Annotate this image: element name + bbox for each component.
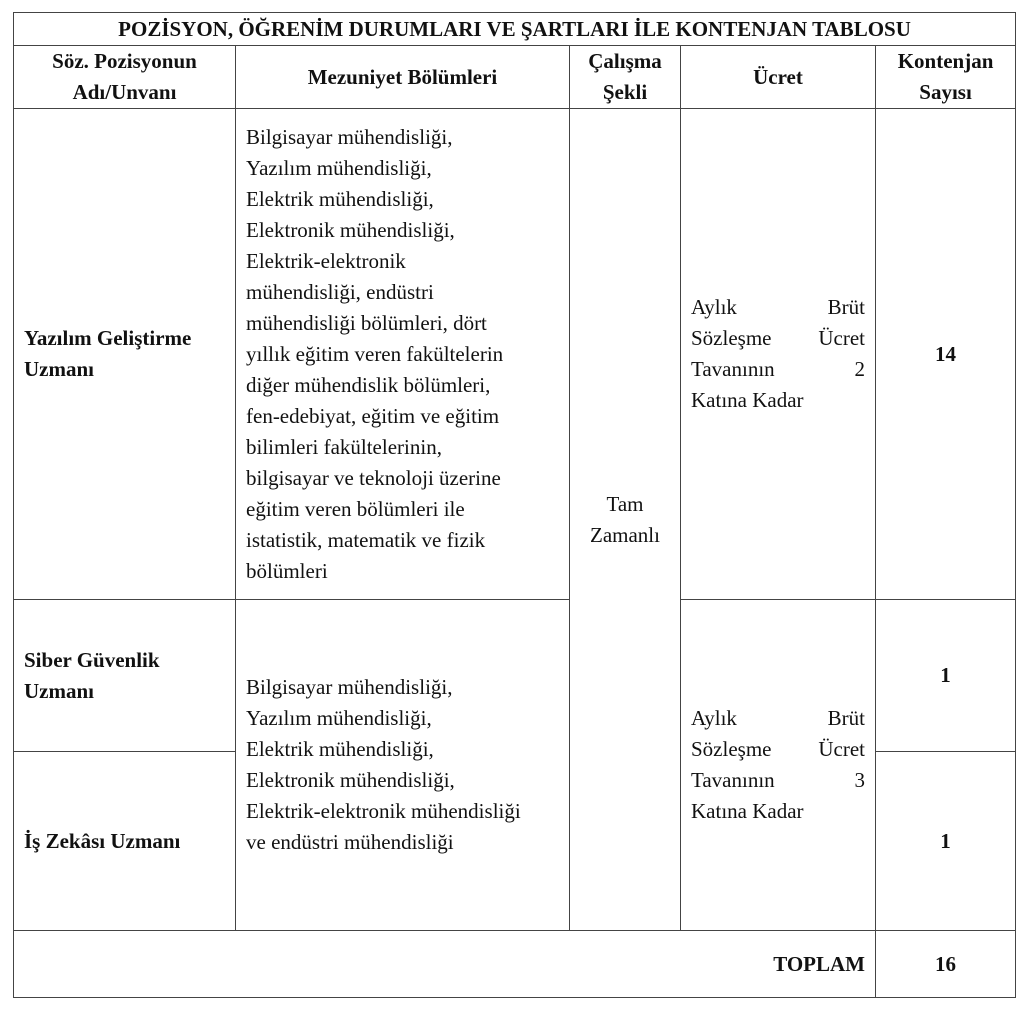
table-row (14, 109, 1016, 600)
position-line: Uzmanı (24, 357, 94, 381)
fee-cell (681, 600, 876, 931)
work-type-cell (570, 109, 681, 931)
table-title: POZİSYON, ÖĞRENİM DURUMLARI VE ŞARTLARI İLE KONTENJAN TABLOSU (14, 13, 1016, 46)
graduation-line: Elektronik mühendisliği, (246, 217, 455, 242)
fee-word: Brüt (827, 706, 865, 730)
quota-cell: 14 (876, 109, 1016, 600)
fee-word: Katına Kadar (691, 799, 804, 823)
graduation-line: yıllık eğitim veren fakültelerin (246, 341, 504, 366)
header-graduation: Mezuniyet Bölümleri (236, 46, 570, 109)
fee-word: Ücret (818, 326, 865, 350)
header-quota (876, 46, 1016, 109)
graduation-line: diğer mühendislik bölümleri, (246, 372, 491, 397)
total-value: 16 (876, 931, 1016, 998)
fee-word: Sözleşme (691, 326, 772, 350)
graduation-line: istatistik, matematik ve fizik (246, 527, 486, 552)
fee-cell (681, 109, 876, 600)
fee-word: Aylık (691, 295, 737, 319)
graduation-line: Bilgisayar mühendisliği, (246, 675, 453, 699)
work-type-line2: Zamanlı (590, 522, 660, 547)
graduation-line: Elektronik mühendisliği, (246, 768, 455, 792)
graduation-line: mühendisliği, endüstri (246, 279, 434, 304)
fee-word: Aylık (691, 706, 737, 730)
fee-word: Tavanının (691, 357, 775, 381)
header-quota-line2: Sayısı (919, 80, 972, 104)
graduation-line: Yazılım mühendisliği, (246, 155, 432, 180)
position-cell (14, 600, 236, 752)
graduation-line: Yazılım mühendisliği, (246, 706, 432, 730)
fee-word: Tavanının (691, 768, 775, 792)
fee-word: Sözleşme (691, 737, 772, 761)
fee-word: Brüt (827, 295, 865, 319)
quota-cell: 1 (876, 600, 1016, 752)
fee-word: 2 (854, 357, 865, 381)
header-fee: Ücret (681, 46, 876, 109)
header-position-line1: Söz. Pozisyonun (52, 49, 197, 73)
position-line: Siber Güvenlik (24, 647, 160, 672)
position-line: Yazılım Geliştirme (24, 326, 192, 350)
graduation-line: mühendisliği bölümleri, dört (246, 310, 487, 335)
graduation-line: Bilgisayar mühendisliği, (246, 124, 453, 149)
graduation-line: Elektrik mühendisliği, (246, 737, 434, 761)
header-row (14, 46, 1016, 109)
quota-table (13, 12, 1016, 998)
work-type-line1: Tam (606, 491, 644, 516)
table-row (14, 600, 1016, 752)
graduation-line: Elektrik-elektronik mühendisliği (246, 799, 521, 823)
header-position-line2: Adı/Unvanı (72, 80, 177, 104)
graduation-line: eğitim veren bölümleri ile (246, 496, 465, 521)
position-cell (14, 109, 236, 600)
graduation-line: bilgisayar ve teknoloji üzerine (246, 465, 501, 490)
quota-cell: 1 (876, 752, 1016, 931)
header-quota-line1: Kontenjan (897, 49, 994, 73)
graduation-cell (236, 600, 570, 931)
graduation-line: ve endüstri mühendisliği (246, 830, 454, 854)
graduation-line: Elektrik mühendisliği, (246, 186, 434, 211)
fee-word: Katına Kadar (691, 388, 804, 412)
header-work-type-line1: Çalışma (588, 49, 662, 73)
graduation-cell (236, 109, 570, 600)
header-position (14, 46, 236, 109)
position-cell (14, 752, 236, 931)
graduation-line: fen-edebiyat, eğitim ve eğitim (246, 403, 500, 428)
graduation-line: Elektrik-elektronik (246, 248, 406, 273)
graduation-line: bilimleri fakültelerinin, (246, 434, 442, 459)
header-work-type (570, 46, 681, 109)
graduation-line: bölümleri (246, 558, 328, 583)
fee-word: Ücret (818, 737, 865, 761)
total-row (14, 931, 1016, 998)
position-line: İş Zekâsı Uzmanı (24, 828, 181, 853)
total-label: TOPLAM (14, 931, 876, 998)
position-line: Uzmanı (24, 678, 94, 703)
fee-word: 3 (854, 768, 865, 792)
header-work-type-line2: Şekli (602, 80, 648, 104)
